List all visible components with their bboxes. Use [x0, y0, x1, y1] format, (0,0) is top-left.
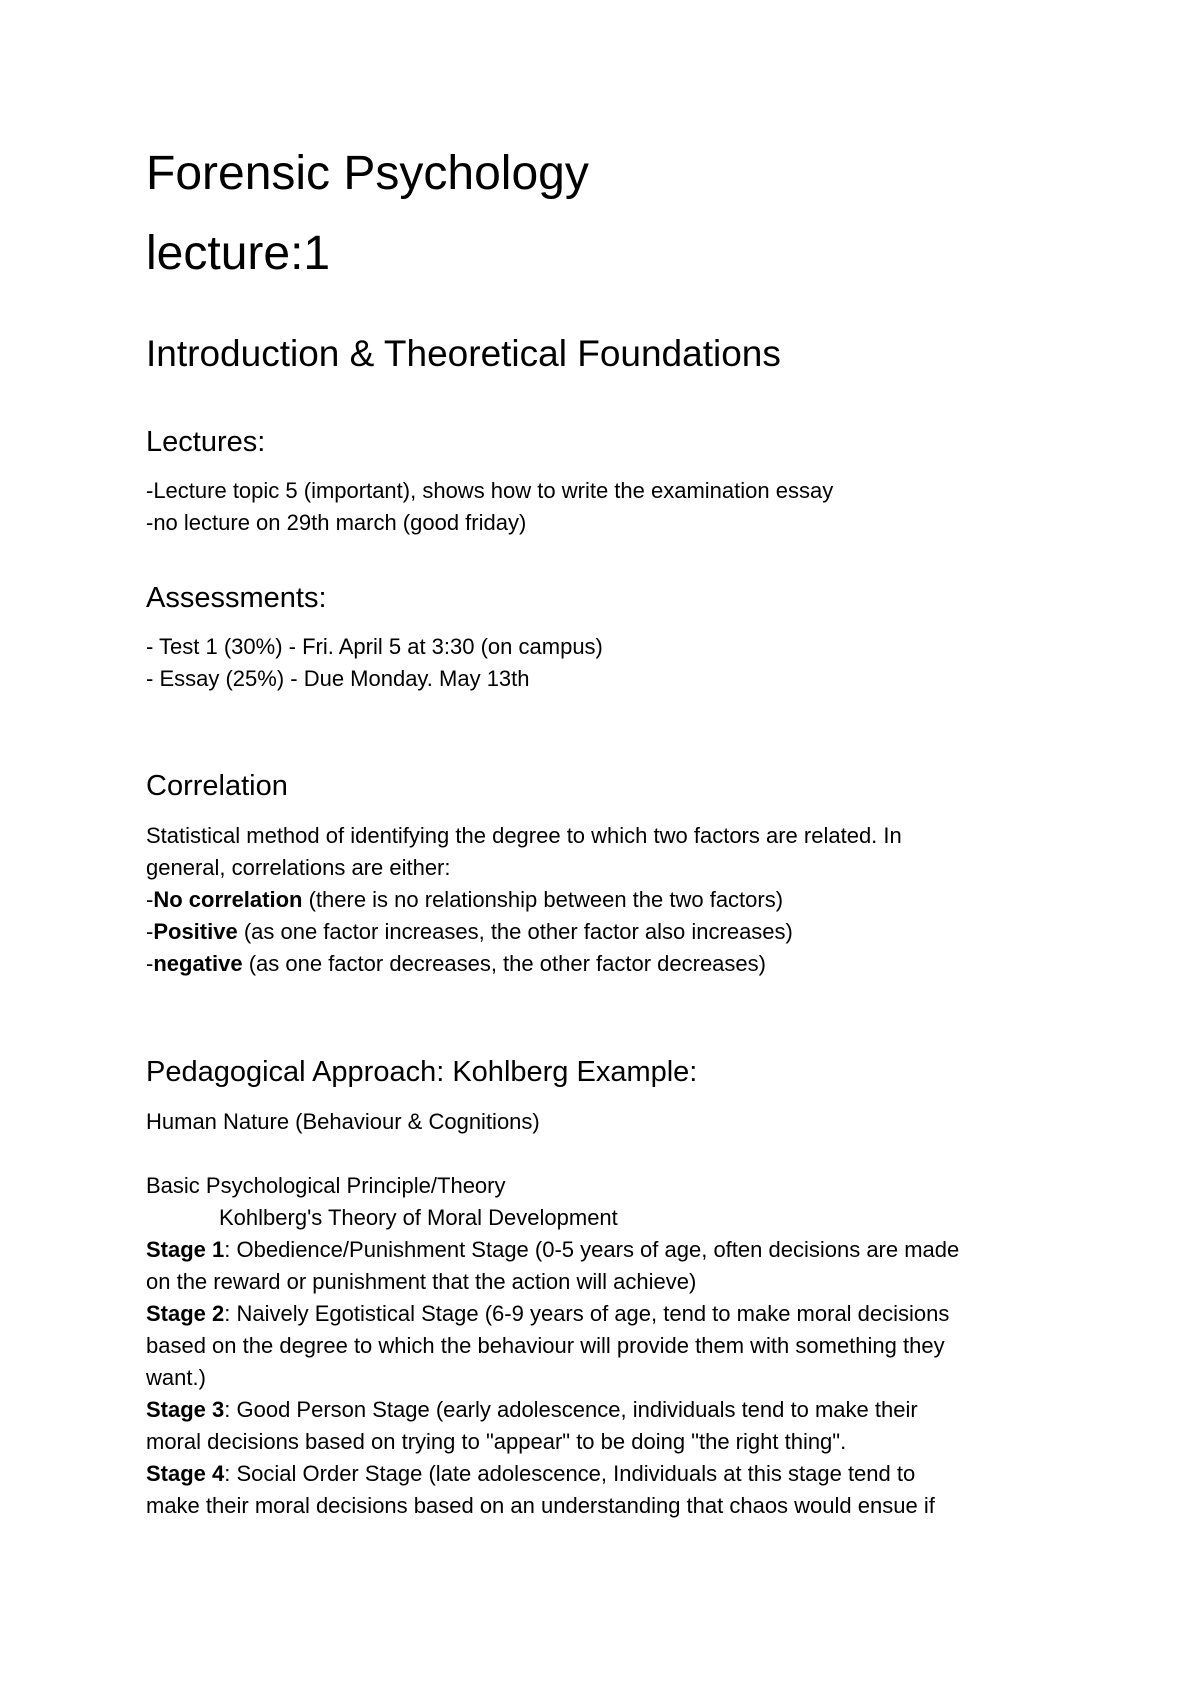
- correlation-intro-line: Statistical method of identifying the degree to which two factors are related. In: [146, 823, 902, 848]
- list-item: - Essay (25%) - Due Monday. May 13th: [146, 666, 530, 691]
- assessments-heading: Assessments:: [146, 582, 327, 614]
- theory-text: Kohlberg's Theory of Moral Development: [219, 1205, 618, 1230]
- stage-3-continued: moral decisions based on trying to "appear" to be doing "the right thing".: [146, 1429, 847, 1454]
- correlation-intro-line: general, correlations are either:: [146, 855, 451, 880]
- stage-label: Stage 4: [146, 1461, 225, 1486]
- page-title-line2: lecture:1: [146, 227, 331, 280]
- stage-text: : Social Order Stage (late adolescence, Individuals at this stage tend to: [224, 1461, 916, 1486]
- correlation-term: No correlation: [153, 887, 303, 912]
- stage-label: Stage 3: [146, 1397, 225, 1422]
- correlation-term: Positive: [153, 919, 238, 944]
- stage-2: [146, 1298, 1066, 1330]
- correlation-heading: Correlation: [146, 770, 288, 802]
- stage-1-continued: on the reward or punishment that the action will achieve): [146, 1269, 697, 1294]
- stage-2-continued: want.): [146, 1365, 206, 1390]
- stage-2-continued: based on the degree to which the behaviour will provide them with something they: [146, 1333, 945, 1358]
- section-title-introduction: Introduction & Theoretical Foundations: [146, 333, 781, 374]
- stage-text: : Naively Egotistical Stage (6-9 years of age, tend to make moral decisions: [224, 1301, 950, 1326]
- stage-4-continued: make their moral decisions based on an understanding that chaos would ensue if: [146, 1493, 935, 1518]
- correlation-type-none: [146, 884, 1066, 916]
- correlation-desc: (as one factor increases, the other factor also increases): [237, 919, 793, 944]
- stage-label: Stage 1: [146, 1237, 225, 1262]
- list-item: - Test 1 (30%) - Fri. April 5 at 3:30 (on campus): [146, 634, 603, 659]
- blank-line: [146, 1138, 1066, 1170]
- assessments-list: [146, 631, 1066, 695]
- pedagogical-body: [146, 1106, 1066, 1522]
- principle-text: Basic Psychological Principle/Theory: [146, 1173, 506, 1198]
- correlation-type-positive: [146, 916, 1066, 948]
- correlation-desc: (as one factor decreases, the other factor decreases): [242, 951, 766, 976]
- lectures-heading: Lectures:: [146, 426, 266, 458]
- list-prefix: -: [146, 887, 154, 912]
- stage-label: Stage 2: [146, 1301, 225, 1326]
- correlation-term: negative: [153, 951, 243, 976]
- stage-text: : Good Person Stage (early adolescence, individuals tend to make their: [224, 1397, 918, 1422]
- list-item: -no lecture on 29th march (good friday): [146, 510, 527, 535]
- page-title-line1: Forensic Psychology: [146, 147, 589, 200]
- correlation-desc: (there is no relationship between the two factors): [302, 887, 784, 912]
- correlation-body: [146, 820, 1066, 980]
- pedagogical-heading: Pedagogical Approach: Kohlberg Example:: [146, 1056, 698, 1088]
- stage-1: [146, 1234, 1066, 1266]
- stage-3: [146, 1394, 1066, 1426]
- list-prefix: -: [146, 919, 154, 944]
- human-nature-text: Human Nature (Behaviour & Cognitions): [146, 1109, 540, 1134]
- correlation-type-negative: [146, 948, 1066, 980]
- list-prefix: -: [146, 951, 154, 976]
- list-item: -Lecture topic 5 (important), shows how to write the examination essay: [146, 478, 834, 503]
- stage-4: [146, 1458, 1066, 1490]
- stage-text: : Obedience/Punishment Stage (0-5 years of age, often decisions are made: [224, 1237, 960, 1262]
- lectures-list: [146, 475, 1066, 539]
